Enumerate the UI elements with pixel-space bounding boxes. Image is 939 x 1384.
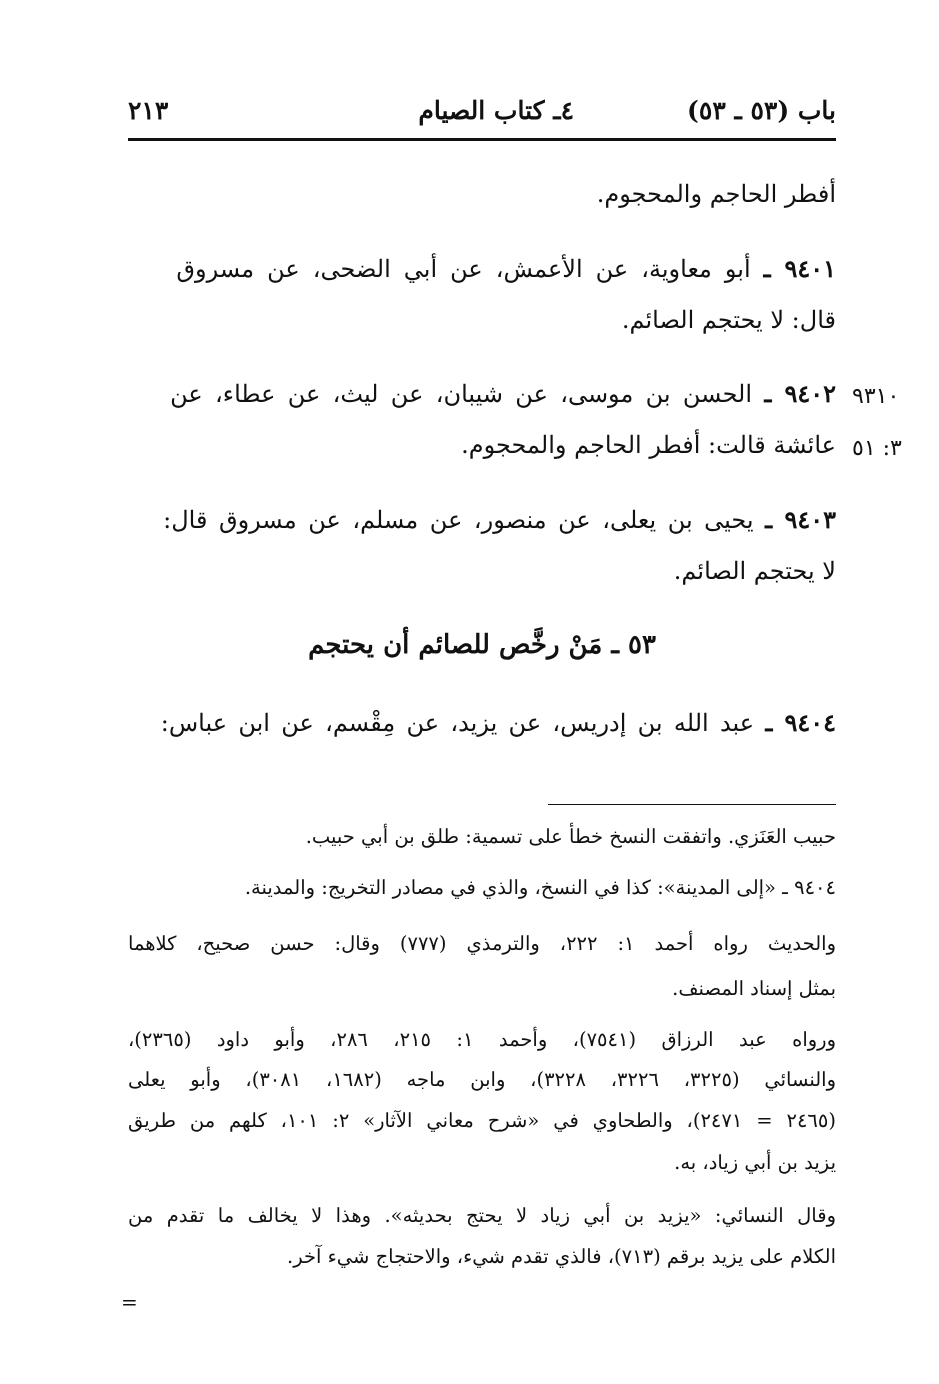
footnote-line: وقال النسائي: «يزيد بن أبي زياد لا يحتج بحديثه». وهذا لا يخالف ما تقدم من	[128, 1204, 836, 1227]
footnote-line: الكلام على يزيد برقم (٧١٣)، فالذي تقدم شيء، والاحتجاج شيء آخر.	[287, 1245, 836, 1268]
hadith-number: ٩٤٠٢ ـ	[764, 379, 836, 408]
hadith-text: يحيى بن يعلى، عن منصور، عن مسلم، عن مسروق قال:	[163, 506, 754, 534]
running-header	[128, 92, 836, 138]
hadith-number: ٩٤٠٣ ـ	[765, 505, 836, 534]
margin-reference-volume: ٣: ٥١	[852, 436, 902, 461]
section-heading: ٥٣ ـ مَنْ رخَّص للصائم أن يحتجم	[308, 630, 656, 660]
margin-reference-number: ٩٣١٠	[852, 384, 900, 409]
hadith-number: ٩٤٠١ ـ	[763, 254, 836, 283]
book-title: ٤ـ كتاب الصيام	[418, 96, 574, 125]
hadith-9403-line-2: لا يحتجم الصائم.	[673, 557, 836, 585]
footnote-line: يزيد بن أبي زياد، به.	[674, 1151, 836, 1174]
hadith-text: عبد الله بن إدريس، عن يزيد، عن مِقْسم، عن ابن عباس:	[160, 709, 755, 737]
footnote-line: بمثل إسناد المصنف.	[672, 977, 836, 1000]
hadith-9402-line-2: عائشة قالت: أفطر الحاجم والمحجوم.	[461, 431, 836, 459]
hadith-9404-line	[128, 708, 836, 737]
hadith-9401-line	[128, 254, 836, 283]
hadith-9403-line	[128, 505, 836, 534]
footnote-line: ورواه عبد الرزاق (٧٥٤١)، وأحمد ١: ٢١٥، ٢٨٦، وأبو داود (٢٣٦٥)،	[128, 1028, 836, 1051]
continuation-mark: =	[121, 1290, 138, 1314]
chapter-reference: باب (٥٣ ـ ٥٣)	[687, 96, 836, 125]
footnote-line: حبيب العَنَزي. واتفقت النسخ خطأ على تسمية: طلق بن أبي حبيب.	[305, 825, 836, 848]
hadith-number: ٩٤٠٤ ـ	[765, 708, 836, 737]
footnote-separator	[548, 804, 836, 805]
footnote-line: والنسائي (٣٢٢٥، ٣٢٢٦، ٣٢٢٨)، وابن ماجه (١٦٨٢، ٣٠٨١)، وأبو يعلى	[127, 1068, 836, 1091]
hadith-text: الحسن بن موسى، عن شيبان، عن ليث، عن عطاء، عن	[170, 380, 753, 408]
header-rule	[128, 138, 836, 141]
hadith-9402-line	[128, 379, 836, 408]
page-number: ٢١٣	[128, 96, 169, 125]
footnote-line: (٢٤٦٥ = ٢٤٧١)، والطحاوي في «شرح معاني الآثار» ٢: ١٠١، كلهم من طريق	[128, 1109, 836, 1132]
footnote-line: ٩٤٠٤ ـ «إلى المدينة»: كذا في النسخ، والذي في مصادر التخريج: والمدينة.	[244, 876, 836, 899]
footnote-line: والحديث رواه أحمد ١: ٢٢٢، والترمذي (٧٧٧) وقال: حسن صحيح، كلاهما	[128, 932, 836, 955]
main-text-line: أفطر الحاجم والمحجوم.	[596, 180, 836, 208]
hadith-text: أبو معاوية، عن الأعمش، عن أبي الضحى، عن مسروق	[176, 255, 751, 283]
hadith-9401-line-2: قال: لا يحتجم الصائم.	[621, 306, 836, 334]
